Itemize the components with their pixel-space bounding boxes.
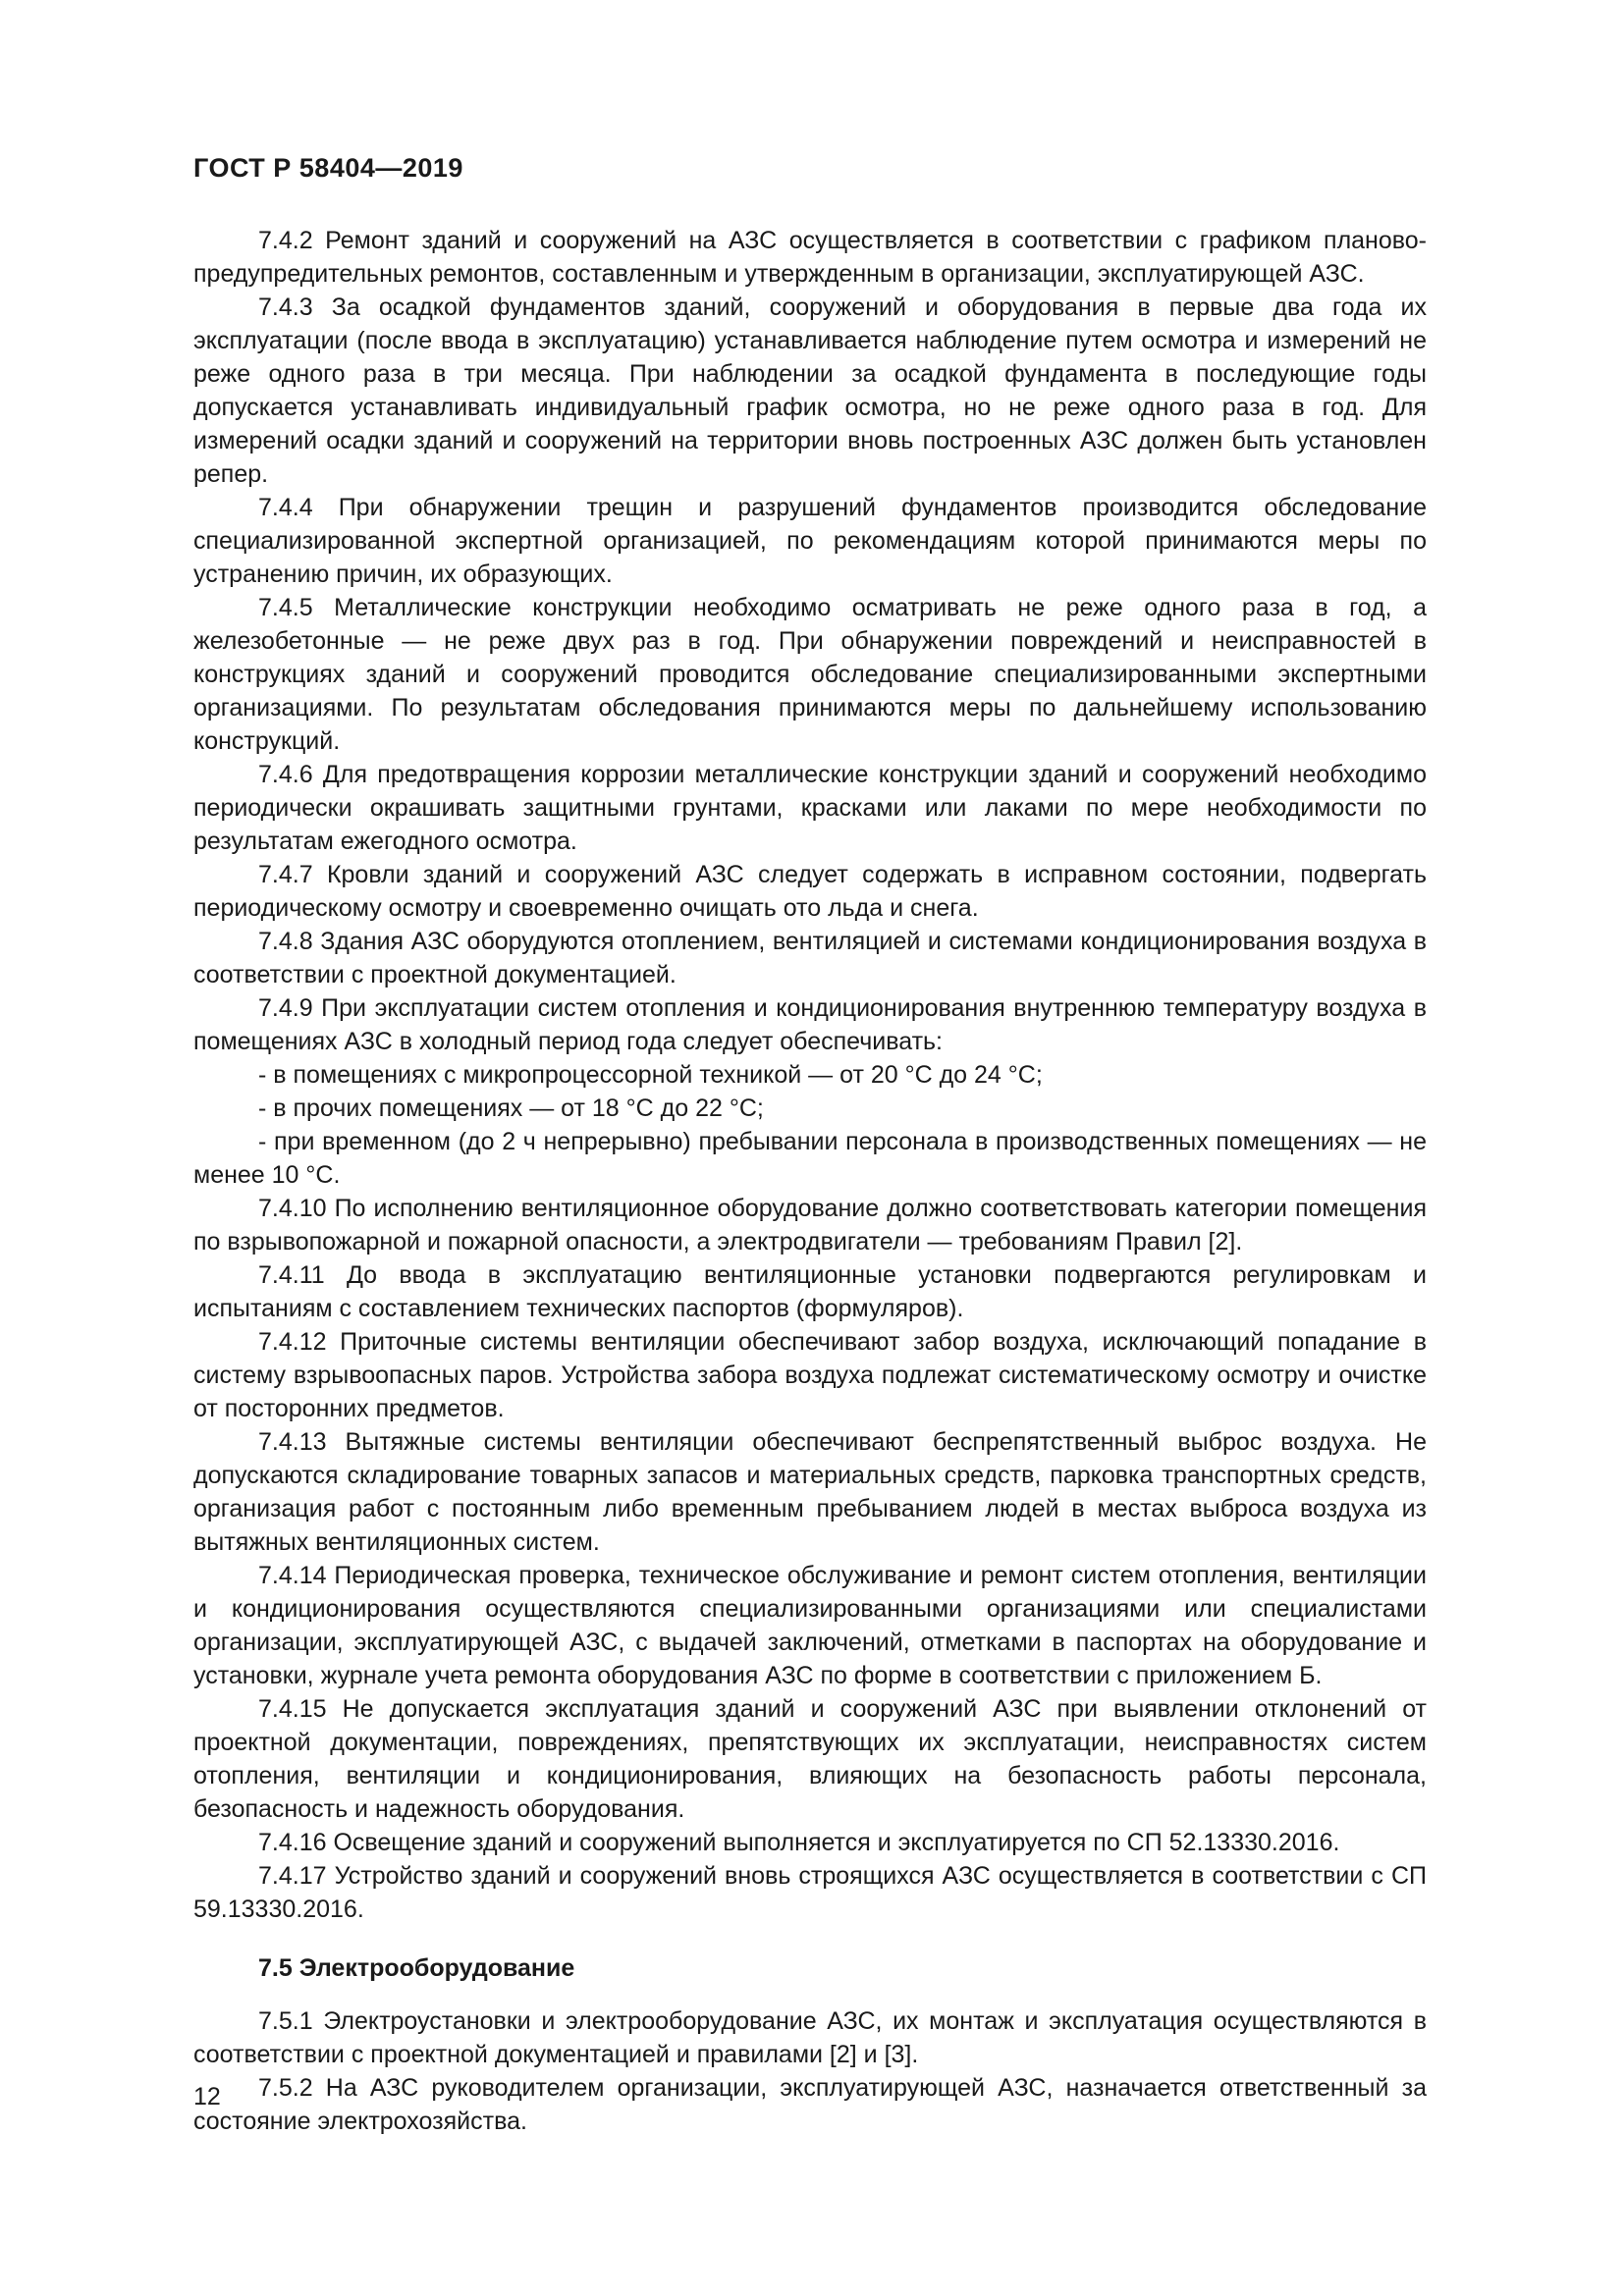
- list-item: - при временном (до 2 ч непрерывно) пребывании персонала в производственных помещениях — не менее 10 °С.: [193, 1128, 1427, 1189]
- paragraph-7-4-14: 7.4.14 Периодическая проверка, техническое обслуживание и ремонт систем отопления, вентиляции и кондиционирования осуществляются специализированными организациями или специалистами организации, эксплуатирующей АЗС, с выдачей заключений, отметками в паспортах на оборудование и установки, журнале учета ремонта оборудования АЗС по форме в соответствии с приложением Б.: [193, 1562, 1427, 1689]
- paragraph-7-4-4: 7.4.4 При обнаружении трещин и разрушений фундаментов производится обследование специализированной экспертной организацией, по рекомендациям которой принимаются меры по устранению причин, их образующих.: [193, 494, 1427, 588]
- list-item: - в прочих помещениях — от 18 °С до 22 °С;: [258, 1095, 764, 1122]
- paragraph-7-5-1: 7.5.1 Электроустановки и электрооборудование АЗС, их монтаж и эксплуатация осуществляются в соответствии с проектной документацией и правилами [2] и [3].: [193, 2007, 1427, 2068]
- paragraph-7-4-5: 7.4.5 Металлические конструкции необходимо осматривать не реже одного раза в год, а железобетонные — не реже двух раз в год. При обнаружении повреждений и неисправностей в конструкциях зданий и сооружений проводится обследование специализированными экспертными организациями. По результатам обследования принимаются меры по дальнейшему использованию конструкций.: [193, 594, 1427, 755]
- paragraph-7-4-9: 7.4.9 При эксплуатации систем отопления и кондиционирования внутреннюю температуру воздуха в помещениях АЗС в холодный период года следует обеспечивать:: [193, 994, 1427, 1055]
- document-header: ГОСТ Р 58404—2019: [193, 153, 463, 183]
- paragraph-7-4-17: 7.4.17 Устройство зданий и сооружений вновь строящихся АЗС осуществляется в соответствии с СП 59.13330.2016.: [193, 1862, 1427, 1923]
- page-content: [193, 224, 1427, 2138]
- paragraph-7-4-8: 7.4.8 Здания АЗС оборудуются отоплением, вентиляцией и системами кондиционирования воздуха в соответствии с проектной документацией.: [193, 928, 1427, 988]
- paragraph-7-4-15: 7.4.15 Не допускается эксплуатация зданий и сооружений АЗС при выявлении отклонений от проектной документации, повреждениях, препятствующих их эксплуатации, неисправностях систем отопления, вентиляции и кондиционирования, влияющих на безопасность работы персонала, безопасность и надежность оборудования.: [193, 1695, 1427, 1823]
- paragraph-7-4-16: 7.4.16 Освещение зданий и сооружений выполняется и эксплуатируется по СП 52.13330.2016.: [258, 1829, 1340, 1856]
- page-number: 12: [193, 2083, 221, 2110]
- paragraph-7-4-13: 7.4.13 Вытяжные системы вентиляции обеспечивают беспрепятственный выброс воздуха. Не допускаются складирование товарных запасов и материальных средств, парковка транспортных средств, организация работ с постоянным либо временным пребыванием людей в местах выброса воздуха из вытяжных вентиляционных систем.: [193, 1428, 1427, 1556]
- list-item: - в помещениях с микропроцессорной техникой — от 20 °С до 24 °С;: [258, 1061, 1043, 1089]
- paragraph-7-4-3: 7.4.3 За осадкой фундаментов зданий, сооружений и оборудования в первые два года их эксплуатации (после ввода в эксплуатацию) устанавливается наблюдение путем осмотра и измерений не реже одного раза в три месяца. При наблюдении за осадкой фундамента в последующие годы допускается устанавливать индивидуальный график осмотра, но не реже одного раза в год. Для измерений осадки зданий и сооружений на территории вновь построенных АЗС должен быть установлен репер.: [193, 294, 1427, 488]
- paragraph-7-4-7: 7.4.7 Кровли зданий и сооружений АЗС следует содержать в исправном состоянии, подвергать периодическому осмотру и своевременно очищать ото льда и снега.: [193, 861, 1427, 922]
- paragraph-7-4-11: 7.4.11 До ввода в эксплуатацию вентиляционные установки подвергаются регулировкам и испытаниям с составлением технических паспортов (формуляров).: [193, 1261, 1427, 1322]
- paragraph-7-4-12: 7.4.12 Приточные системы вентиляции обеспечивают забор воздуха, исключающий попадание в систему взрывоопасных паров. Устройства забора воздуха подлежат систематическому осмотру и очистке от посторонних предметов.: [193, 1328, 1427, 1422]
- paragraph-7-5-2: 7.5.2 На АЗС руководителем организации, эксплуатирующей АЗС, назначается ответственный за состояние электрохозяйства.: [193, 2074, 1427, 2135]
- paragraph-7-4-10: 7.4.10 По исполнению вентиляционное оборудование должно соответствовать категории помещения по взрывопожарной и пожарной опасности, а электродвигатели — требованиям Правил [2].: [193, 1195, 1427, 1255]
- paragraph-7-4-2: 7.4.2 Ремонт зданий и сооружений на АЗС осуществляется в соответствии с графиком планово-предупредительных ремонтов, составленным и утвержденным в организации, эксплуатирующей АЗС.: [193, 227, 1427, 288]
- section-heading: 7.5 Электрооборудование: [258, 1954, 575, 1982]
- paragraph-7-4-6: 7.4.6 Для предотвращения коррозии металлические конструкции зданий и сооружений необходимо периодически окрашивать защитными грунтами, красками или лаками по мере необходимости по результатам ежегодного осмотра.: [193, 761, 1427, 855]
